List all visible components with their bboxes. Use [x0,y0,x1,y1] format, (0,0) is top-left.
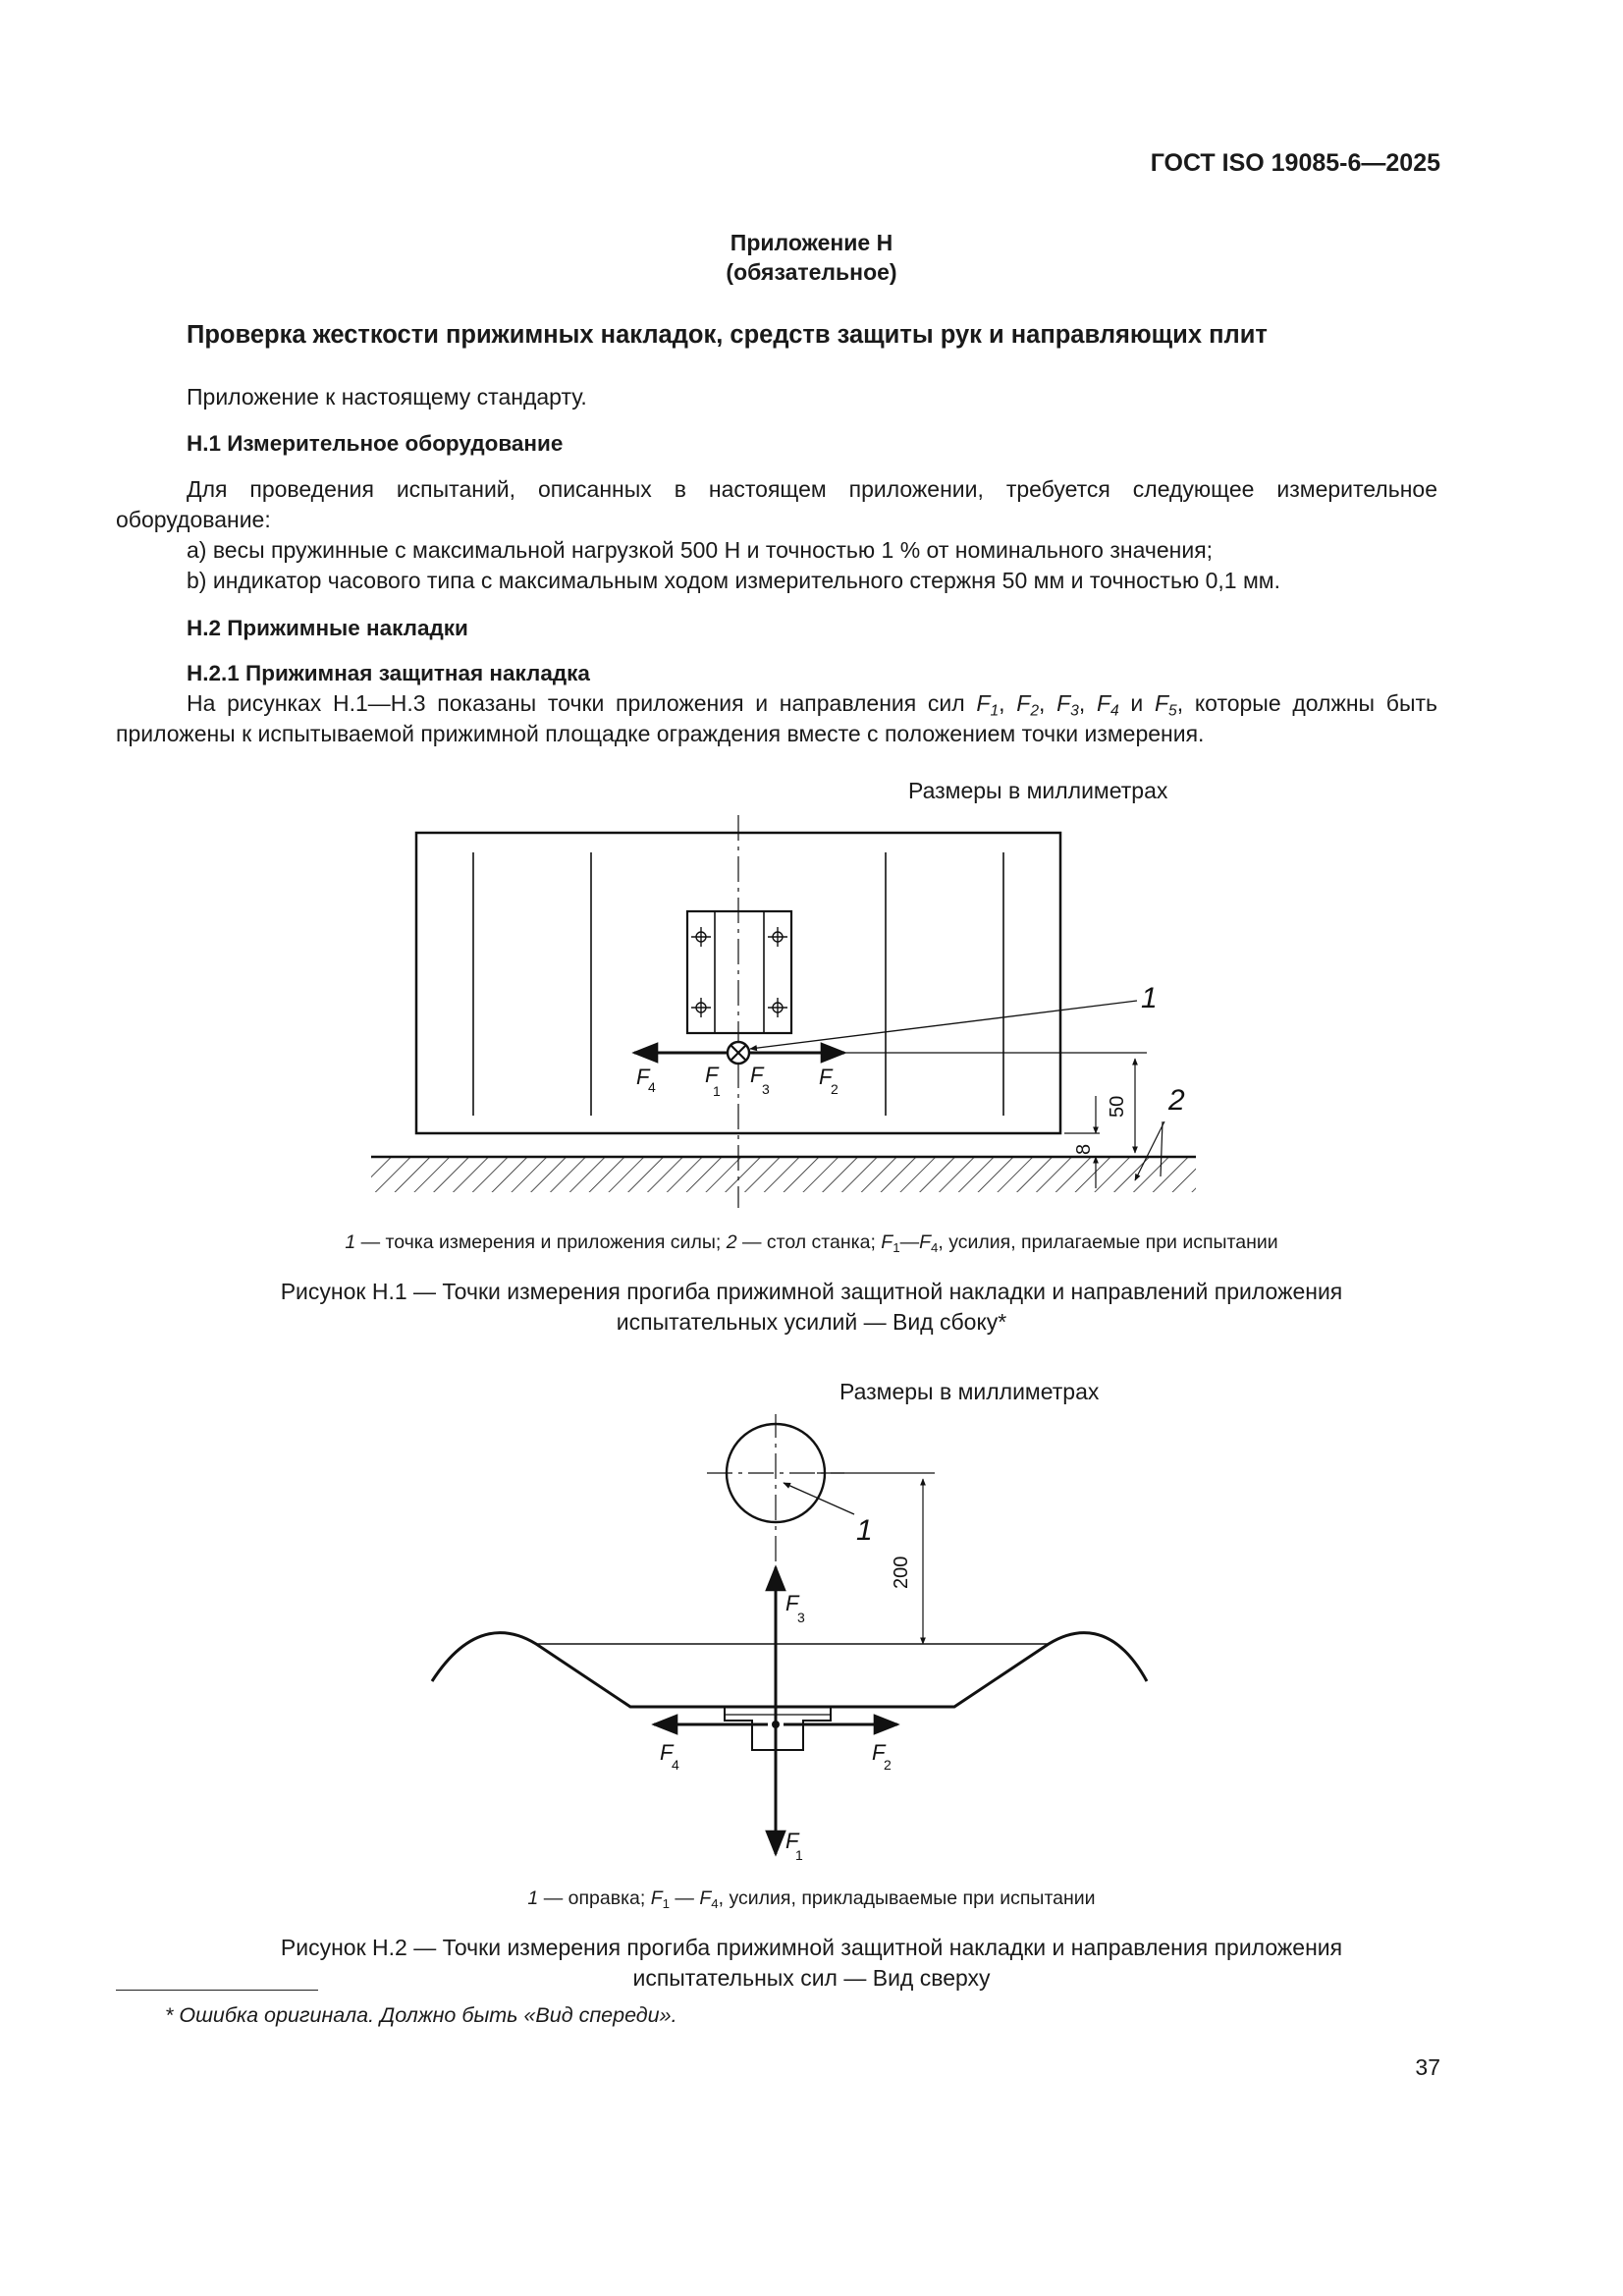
figure1-legend: 1 — точка измерения и приложения силы; 2 — стол станка; $F_1—F_4$, усилия, прилагаемые при испытании [345,1231,1278,1255]
figure2-label-f4: F [660,1740,674,1765]
figure1-label-f4: F [636,1065,650,1089]
section-h2 [116,613,1437,643]
figure1-caption-line1: Рисунок Н.1 — Точки измерения прогиба прижимной защитной накладки и направлений приложения [280,1279,1343,1304]
appendix-status: (обязательное) [726,259,897,285]
figure2-label-f2: F [872,1740,886,1765]
section-h21 [116,658,1437,749]
footnote-rule [116,1990,318,1991]
figure1-caption-line2: испытательных усилий — Вид сбоку* [616,1309,1007,1335]
equipment-item-b: b) индикатор часового типа с максимальным ходом измерительного стержня 50 мм и точностью 0,1 мм. [187,568,1280,593]
svg-text:2: 2 [884,1757,892,1773]
callout1-leader [750,1001,1137,1049]
force-f1: $F_1$ [976,690,1000,720]
document-code: ГОСТ ISO 19085-6—2025 [1150,149,1440,177]
force-f4: $F_4$ [1096,690,1119,720]
force-f3: $F_3$ [1056,690,1079,720]
appendix-title: Приложение Н [730,230,893,255]
dimension-200-label: 200 [891,1556,912,1589]
figure2-caption-line2: испытательных сил — Вид сверху [632,1965,991,1991]
figure2-caption-line1: Рисунок Н.2 — Точки измерения прогиба прижимной защитной накладки и направления приложения [280,1935,1343,1960]
section-h1-heading: Н.1 Измерительное оборудование [187,431,564,456]
appendix-heading: Проверка жесткости прижимных накладок, средств защиты рук и направляющих плит [187,321,1268,349]
figure1-drawing [353,805,1217,1228]
figure1-caption [0,1277,1623,1338]
page-number: 37 [1415,2054,1440,2080]
guard-bracket [725,1707,831,1750]
intro-text: Приложение к настоящему стандарту. [187,384,587,410]
figure1-callout-1: 1 [1141,982,1158,1014]
svg-text:3: 3 [762,1081,770,1097]
figure1-callout-2: 2 [1168,1084,1185,1117]
figure1-label-f3: F [750,1063,764,1087]
figure2-drawing [412,1414,1159,1866]
figure2-dimension-note: Размеры в миллиметрах [839,1379,1100,1404]
section-h1-body [116,474,1437,596]
machine-table-hatch [371,1157,1196,1192]
text-before: На рисунках Н.1—Н.3 показаны точки приложения и направления сил [187,690,977,716]
svg-text:2: 2 [831,1081,839,1097]
text-and: и [1118,690,1155,716]
figure2-label-f3: F [785,1591,799,1615]
figure1-label-f1: F [705,1063,719,1087]
figure2-legend: 1 — оправка; $F_1$ — $F_4$, усилия, прикладываемые при испытании [527,1887,1096,1911]
dimension-8-label: 8 [1073,1143,1095,1155]
figure2-callout-1: 1 [856,1514,873,1547]
figure2-label-f1: F [785,1829,799,1853]
svg-text:1: 1 [795,1847,803,1863]
section-h2-heading: Н.2 Прижимные накладки [187,616,468,640]
section-h1-lead: Для проведения испытаний, описанных в настоящем приложении, требуется следующее измерительное оборудование: [116,476,1437,532]
figure2-caption [0,1933,1623,1994]
hinge-plate [687,911,791,1033]
force-f5: $F_5$ [1154,690,1177,720]
force-f2: $F_2$ [1016,690,1040,720]
svg-text:4: 4 [648,1079,656,1095]
figure1-label-f2: F [819,1065,833,1089]
footnote: * Ошибка оригинала. Должно быть «Вид спереди». [165,2003,677,2027]
section-h1 [116,428,1437,459]
section-h21-heading: Н.2.1 Прижимная защитная накладка [187,661,590,685]
svg-text:4: 4 [672,1757,679,1773]
dimension-50-label: 50 [1107,1095,1128,1118]
svg-text:3: 3 [797,1610,805,1625]
equipment-item-a: a) весы пружинные с максимальной нагрузкой 500 Н и точностью 1 % от номинального значения; [187,537,1214,563]
text-after: , которые должны быть приложены к испытываемой прижимной площадке ограждения вместе с положением точки измерения. [116,690,1437,746]
figure2-callout1-leader [784,1483,854,1514]
intro-paragraph [116,382,1437,412]
hinge-screws [691,927,787,1017]
svg-text:1: 1 [713,1083,721,1099]
figure1-dimension-note: Размеры в миллиметрах [908,778,1168,803]
section-h21-text: На рисунках Н.1—Н.3 показаны точки приложения и направления сил $F_1$, $F_2$, $F_3$, $F_4$ и $F_5$, которые должны быть приложены к испытываемой прижимной площадке ограждения вместе с положением точки измерения. [116,690,1437,746]
